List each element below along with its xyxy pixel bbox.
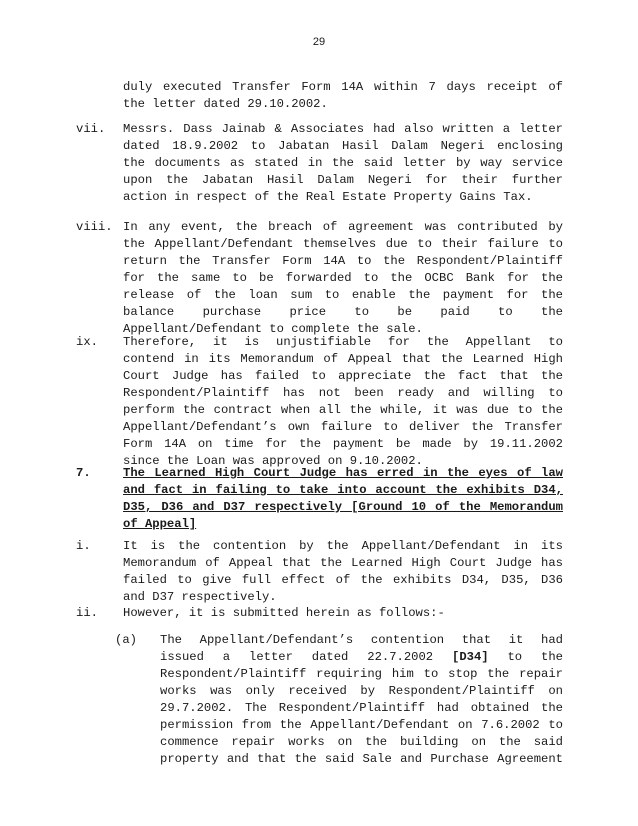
- paragraph-line: In any event, the breach of agreement was contributed by: [123, 220, 563, 234]
- item-label: vii.: [76, 122, 106, 136]
- paragraph-line: the documents as stated in the said letter by way service: [123, 156, 563, 170]
- heading-line: of Appeal]: [123, 517, 197, 531]
- paragraph-line: works was only received by Respondent/Plaintiff on: [160, 684, 563, 698]
- paragraph-line: action in respect of the Real Estate Property Gains Tax.: [123, 190, 533, 204]
- line-segment: issued a letter dated 22.7.2002: [160, 650, 434, 664]
- paragraph-line: commence repair works on the building on the said: [160, 735, 563, 749]
- paragraph-line: release of the loan sum to enable the payment for the: [123, 288, 563, 302]
- item-label: i.: [76, 539, 91, 553]
- heading-line: The Learned High Court Judge has erred in the eyes of law: [123, 466, 563, 480]
- paragraph-line: duly executed Transfer Form 14A within 7 days receipt of: [123, 80, 563, 94]
- paragraph-line: balance purchase price to be paid to the: [123, 305, 563, 319]
- section-heading: [123, 465, 563, 533]
- paragraph-line: Messrs. Dass Jainab & Associates had also written a letter: [123, 122, 563, 136]
- item-label: ix.: [76, 335, 98, 349]
- paragraph-line: dated 18.9.2002 to Jabatan Hasil Dalam Negeri enclosing: [123, 139, 563, 153]
- paragraph-line: the Appellant/Defendant themselves due to their failure to: [123, 237, 563, 251]
- paragraph-line: the letter dated 29.10.2002.: [123, 97, 328, 111]
- paragraph-line: contend in its Memorandum of Appeal that the Learned High: [123, 352, 563, 366]
- paragraph-line: perform the contract when all the while, it was due to the: [123, 403, 563, 417]
- paragraph-line: Respondent/Plaintiff has not been ready and willing to: [123, 386, 563, 400]
- paragraph-line: permission from the Appellant/Defendant on 7.6.2002 to: [160, 718, 563, 732]
- paragraph-line: Appellant/Defendant to complete the sale.: [123, 322, 423, 336]
- section-label: 7.: [76, 466, 91, 480]
- paragraph-line: property and that the said Sale and Purchase Agreement: [160, 752, 563, 766]
- paragraph-line: since the Loan was approved on 9.10.2002.: [123, 454, 423, 468]
- paragraph-line: It is the contention by the Appellant/Defendant in its: [123, 539, 563, 553]
- heading-line: D35, D36 and D37 respectively [Ground 10 of the Memorandum: [123, 500, 563, 514]
- paragraph-line: However, it is submitted herein as follows:-: [123, 606, 445, 620]
- paragraph-line: Form 14A on time for the payment be made by 19.11.2002: [123, 437, 563, 451]
- paragraph-line: 29.7.2002. The Respondent/Plaintiff had obtained the: [160, 701, 563, 715]
- sub-item-label: (a): [115, 633, 137, 647]
- paragraph-line: and D37 respectively.: [123, 590, 277, 604]
- paragraph-line: failed to give full effect of the exhibits D34, D35, D36: [123, 573, 563, 587]
- exhibit-ref: [D34]: [452, 650, 489, 664]
- paragraph-line: return the Transfer Form 14A to the Respondent/Plaintiff: [123, 254, 563, 268]
- paragraph-line: Appellant/Defendant’s own failure to deliver the Transfer: [123, 420, 563, 434]
- paragraph-line: Therefore, it is unjustifiable for the Appellant to: [123, 335, 563, 349]
- line-segment: to the: [507, 650, 563, 664]
- paragraph-line: Court Judge has failed to appreciate the fact that the: [123, 369, 563, 383]
- page-number: 29: [312, 36, 326, 48]
- paragraph-line: Memorandum of Appeal that the Learned High Court Judge has: [123, 556, 563, 570]
- paragraph-line: upon the Jabatan Hasil Dalam Negeri for their further: [123, 173, 563, 187]
- paragraph-line: Respondent/Plaintiff requiring him to stop the repair: [160, 667, 563, 681]
- item-label: ii.: [76, 606, 98, 620]
- paragraph-line: The Appellant/Defendant’s contention that it had: [160, 633, 563, 647]
- item-label: viii.: [76, 220, 113, 234]
- heading-line: and fact in failing to take into account the exhibits D34,: [123, 483, 563, 497]
- paragraph-line-with-exhibit: [160, 649, 563, 666]
- paragraph-line: for the same to be forwarded to the OCBC Bank for the: [123, 271, 563, 285]
